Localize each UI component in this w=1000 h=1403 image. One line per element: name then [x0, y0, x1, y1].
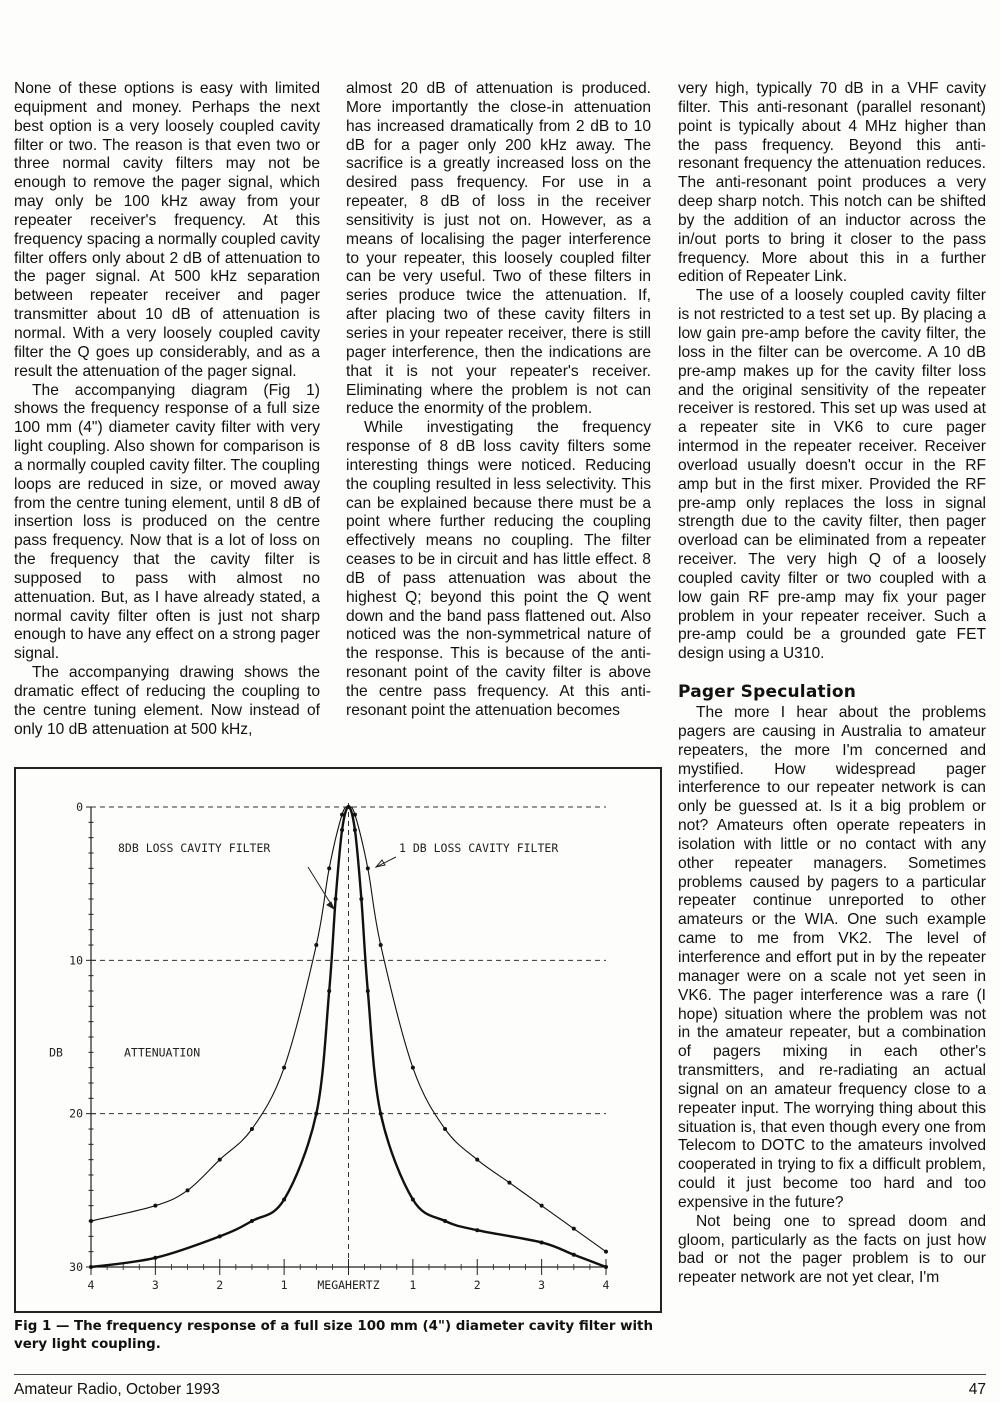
y-tick-label: 30 [69, 1260, 83, 1274]
series-label-8db: 8DB LOSS CAVITY FILTER [118, 841, 271, 855]
series-point-1 [340, 828, 344, 832]
series-point-2 [507, 1181, 511, 1185]
series-point-1 [443, 1219, 447, 1223]
x-tick-label: 1 [409, 1278, 417, 1292]
series-point-1 [475, 1228, 479, 1232]
y-axis-label: DB [49, 1045, 63, 1060]
figure-caption: Fig 1 — The frequency response of a full size 100 mm (4") diameter cavity filter with very light coupling. [14, 1319, 653, 1352]
footer-publication: Amateur Radio, October 1993 [14, 1381, 220, 1398]
series-point-1 [604, 1265, 608, 1269]
paragraph: The use of a loosely coupled cavity filter is not restricted to a test set up. By placing a low gain pre-amp before the cavity filter, the loss in the filter can be overcome. A 10 dB pre-amp makes up for the cavity filter loss and the original sensitivity of the repeater receiver is restored. This set up was used at a repeater site in VK6 to cure pager intermod in the repeater receiver. Receiver overload usually doesn't occur in the RF amp but in the first mixer. Provided the RF pre-amp only replaces the loss in signal strength due to the cavity filter, then pager overload can be eliminated from a repeater receiver. The very high Q of a loosely coupled cavity filter or two coupled with a low gain RF pre-amp may fix your pager problem in your repeater receiver. Such a pre-amp could be a grounded gate FET design using a U310. [678, 287, 986, 663]
series-point-1 [327, 989, 331, 993]
series-point-1 [250, 1219, 254, 1223]
x-tick-label: 3 [151, 1278, 159, 1292]
series-point-1 [218, 1234, 222, 1238]
series-point-1 [540, 1240, 544, 1244]
series-point-2 [218, 1158, 222, 1162]
series-point-1 [379, 1112, 383, 1116]
y-tick-label: 10 [69, 953, 83, 968]
series-point-1 [153, 1256, 157, 1260]
y-tick-label: 20 [69, 1106, 83, 1121]
series-point-2 [327, 866, 331, 870]
paragraph: The more I hear about the problems pagers are causing in Australia to amateur repeaters, the more I'm concerned and mystified. How widespread pager interference to our repeater network is can only be guessed at. Is it a big problem or not? Amateurs often operate repeaters in isolation with little or no contact with any other repeater managers. Sometimes problems caused by pagers to a particular repeater continue unreported to other amateurs or the WIA. One such example came to me from VK2. The level of interference and effort put in by the repeater manager were on a scale not yet seen in VK6. The pager interference was a rare (I hope) situation where the problem was not in the amateur repeater, but a combination of pagers mixing in each other's transmitters, and re-radiating an actual signal on an amateur frequency close to a repeater input. The worrying thing about this situation is, that even though every one from Telecom to DOTC to the amateurs involved cooperated in trying to fix a difficult problem, could it just become too hard and too expensive in the future? [678, 704, 986, 1211]
series-point-2 [314, 943, 318, 947]
y-tick-label: 0 [76, 800, 83, 814]
series-point-2 [475, 1158, 479, 1162]
attenuation-label: ATTENUATION [124, 1045, 201, 1060]
x-tick-label: MEGAHERTZ [317, 1278, 380, 1292]
series-point-1 [411, 1198, 415, 1202]
footer-rule [14, 1374, 986, 1375]
figure-chart [14, 767, 662, 1313]
x-tick-label: 3 [538, 1278, 546, 1292]
series-point-2 [353, 813, 357, 817]
paragraph: While investigating the frequency response of 8 dB loss cavity filters some interesting things were noticed. Reducing the coupling resulted in less selectivity. This can be explained because there must be a point where further reducing the coupling effectively means no coupling. The filter ceases to be in circuit and has little effect. 8 dB of pass attenuation was about the highest Q; beyond this point the Q went down and the band pass flattened out. Also noticed was the non-symmetrical nature of the response. This is because of the anti-resonant point of the cavity filter is above the centre pass frequency. At this anti-resonant point the attenuation becomes [346, 419, 651, 719]
series-point-1 [89, 1265, 93, 1269]
article-column-3 [678, 80, 986, 1288]
x-tick-label: 2 [216, 1278, 224, 1292]
paragraph: The accompanying diagram (Fig 1) shows the frequency response of a full size 100 mm (4") diameter cavity filter with very light coupling. Also shown for comparison is a normally coupled cavity filter. The coupling loops are reduced in size, or moved away from the centre tuning element, until 8 dB of insertion loss is produced on the centre pass frequency. Now that is a lot of loss on the frequency that the cavity filter is supposed to pass with almost no attenuation. But, as I have already stated, a normal cavity filter often is just not sharp enough to have any effect on a strong pager signal. [14, 381, 320, 663]
section-heading: Pager Speculation [678, 682, 857, 703]
x-tick-label: 4 [602, 1278, 610, 1292]
page-number: 47 [968, 1381, 986, 1398]
series-point-1 [353, 828, 357, 832]
paragraph: The accompanying drawing shows the dramatic effect of reducing the coupling to the centre tuning element. Now instead of only 10 dB attenuation at 500 kHz, [14, 664, 320, 738]
arrowhead-1db [376, 860, 385, 867]
paragraph: None of these options is easy with limited equipment and money. Perhaps the next best option is a very loosely coupled cavity filter or two. The reason is that even two or three normal cavity filters may not be enough to remove the pager signal, which may only be 100 kHz away from your repeater receiver's frequency. At this frequency spacing a normally coupled cavity filter offers only about 2 dB of attenuation to the pager signal. At 500 kHz separation between repeater receiver and pager transmitter about 10 dB of attenuation is normal. With a very loosely coupled cavity filter the Q goes up considerably, and as a result the attenuation of the pager signal. [14, 80, 320, 380]
x-tick-label: 4 [87, 1278, 95, 1292]
paragraph: Not being one to spread doom and gloom, particularly as the facts on just how bad or not the pager problem is to our repeater network are not yet clear, I'm [678, 1212, 986, 1287]
paragraph: almost 20 dB of attenuation is produced. More importantly the close-in attenuation has increased dramatically from 2 dB to 10 dB for a pager only 200 kHz away. The sacrifice is a greatly increased loss on the desired pass frequency. For use in a repeater, 8 dB of loss in the receiver sensitivity is just not on. However, as a means of localising the pager interference to your repeater, this loosely coupled filter can be very useful. Two of these filters in series produce twice the attenuation. If, after placing two of these cavity filters in series in your repeater receiver, there is still pager interference, then the indications are that it is not your repeater's receiver. Eliminating where the problem is not can reduce the enormity of the problem. [346, 80, 651, 418]
series-label-1db: 1 DB LOSS CAVITY FILTER [399, 841, 559, 855]
arrowhead-8db [327, 902, 334, 909]
series-point-1 [334, 897, 338, 901]
paragraph: very high, typically 70 dB in a VHF cavity filter. This anti-resonant (parallel resonant) point is typically about 4 MHz higher than the pass frequency. Beyond this anti-resonant frequency the attenuation reduces. The anti-resonant point produces a very deep sharp notch. This notch can be shifted by the addition of an inductor across the in/out ports to bring it closer to the pass frequency. More about this in a further edition of Repeater Link. [678, 80, 986, 286]
article-column-1 [14, 80, 320, 740]
series-point-2 [89, 1219, 93, 1223]
x-tick-label: 1 [280, 1278, 288, 1292]
series-point-2 [379, 943, 383, 947]
series-point-2 [282, 1066, 286, 1070]
series-point-2 [250, 1127, 254, 1131]
series-point-2 [347, 805, 351, 809]
series-point-2 [572, 1227, 576, 1231]
series-point-1 [572, 1253, 576, 1257]
x-tick-label: 2 [473, 1278, 481, 1292]
series-point-2 [153, 1204, 157, 1208]
series-point-2 [604, 1250, 608, 1254]
series-point-1 [282, 1198, 286, 1202]
series-point-2 [540, 1204, 544, 1208]
series-point-2 [340, 813, 344, 817]
series-point-2 [411, 1066, 415, 1070]
series-point-2 [443, 1127, 447, 1131]
series-point-2 [186, 1188, 190, 1192]
series-point-1 [366, 989, 370, 993]
chart-svg [16, 769, 664, 1315]
arrow-1db [376, 857, 396, 867]
series-point-2 [366, 866, 370, 870]
series-point-1 [359, 897, 363, 901]
article-column-2 [346, 80, 651, 721]
series-point-1 [314, 1112, 318, 1116]
